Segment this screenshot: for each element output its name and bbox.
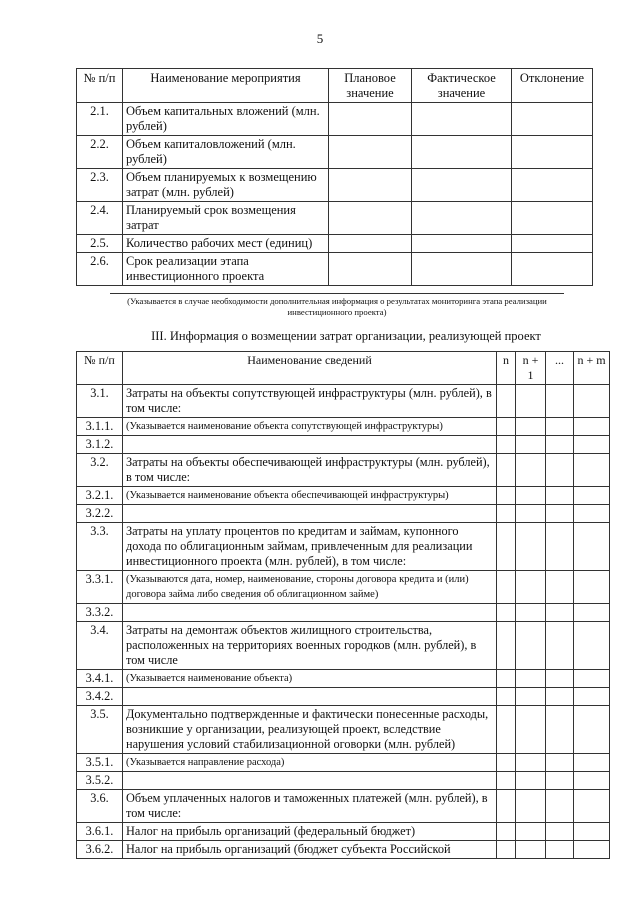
value-n-plus-m-cell[interactable] [574, 670, 610, 688]
table-row [77, 253, 593, 286]
value-n-cell[interactable] [497, 754, 516, 772]
table-row [77, 790, 610, 823]
value-n-plus-1-cell[interactable] [516, 622, 546, 670]
value-n-plus-1-cell[interactable] [516, 841, 546, 859]
value-ellipsis-cell[interactable] [546, 418, 574, 436]
actual-cell[interactable] [412, 136, 512, 169]
table-row [77, 103, 593, 136]
row-number: 3.3. [77, 523, 123, 571]
value-ellipsis-cell[interactable] [546, 841, 574, 859]
value-n-cell[interactable] [497, 706, 516, 754]
table-row [77, 385, 610, 418]
deviation-cell[interactable] [512, 253, 593, 286]
value-n-plus-1-cell[interactable] [516, 754, 546, 772]
value-n-cell[interactable] [497, 487, 516, 505]
col-header-n: n [497, 352, 516, 385]
table-row [77, 571, 610, 604]
table-row [77, 622, 610, 670]
value-ellipsis-cell[interactable] [546, 487, 574, 505]
value-n-cell[interactable] [497, 418, 516, 436]
value-ellipsis-cell[interactable] [546, 505, 574, 523]
row-name: Объем капитальных вложений (млн. рублей) [123, 103, 329, 136]
row-name: (Указывается наименование объекта) [123, 670, 497, 688]
row-number: 3.6.2. [77, 841, 123, 859]
value-n-cell[interactable] [497, 772, 516, 790]
value-n-plus-m-cell[interactable] [574, 418, 610, 436]
row-number: 3.6. [77, 790, 123, 823]
value-n-plus-1-cell[interactable] [516, 505, 546, 523]
actual-cell[interactable] [412, 202, 512, 235]
row-name: Объем уплаченных налогов и таможенных платежей (млн. рублей), в том числе: [123, 790, 497, 823]
value-n-plus-m-cell[interactable] [574, 505, 610, 523]
table-row [77, 754, 610, 772]
value-n-cell[interactable] [497, 790, 516, 823]
row-number: 2.6. [77, 253, 123, 286]
value-n-plus-m-cell[interactable] [574, 487, 610, 505]
value-n-plus-1-cell[interactable] [516, 436, 546, 454]
row-number: 2.2. [77, 136, 123, 169]
row-number: 3.2.2. [77, 505, 123, 523]
row-number: 3.1.1. [77, 418, 123, 436]
value-n-cell[interactable] [497, 670, 516, 688]
value-ellipsis-cell[interactable] [546, 823, 574, 841]
table-row [77, 235, 593, 253]
col-header-ellipsis: ... [546, 352, 574, 385]
row-name: Налог на прибыль организаций (федеральный бюджет) [123, 823, 497, 841]
deviation-cell[interactable] [512, 169, 593, 202]
value-n-plus-m-cell[interactable] [574, 754, 610, 772]
value-n-plus-1-cell[interactable] [516, 790, 546, 823]
value-ellipsis-cell[interactable] [546, 706, 574, 754]
planned-cell[interactable] [329, 202, 412, 235]
value-ellipsis-cell[interactable] [546, 454, 574, 487]
row-name: Затраты на объекты обеспечивающей инфраструктуры (млн. рублей), в том числе: [123, 454, 497, 487]
table-row [77, 454, 610, 487]
value-n-plus-1-cell[interactable] [516, 604, 546, 622]
value-n-plus-m-cell[interactable] [574, 772, 610, 790]
table-row [77, 505, 610, 523]
table-header-row [77, 69, 593, 103]
row-name: Объем капиталовложений (млн. рублей) [123, 136, 329, 169]
row-name: Документально подтвержденные и фактически понесенные расходы, возникшие у организации, реализующей проект, вследствие нарушения условий стабилизационной оговорки (млн. рублей) [123, 706, 497, 754]
actual-cell[interactable] [412, 235, 512, 253]
table-row [77, 688, 610, 706]
planned-cell[interactable] [329, 103, 412, 136]
activities-table [76, 68, 593, 286]
table-row [77, 823, 610, 841]
table-row [77, 418, 610, 436]
value-n-plus-m-cell[interactable] [574, 385, 610, 418]
planned-cell[interactable] [329, 136, 412, 169]
row-number: 3.4.2. [77, 688, 123, 706]
col-header-num: № п/п [77, 69, 123, 103]
value-n-plus-m-cell[interactable] [574, 823, 610, 841]
value-ellipsis-cell[interactable] [546, 385, 574, 418]
value-n-cell[interactable] [497, 823, 516, 841]
deviation-cell[interactable] [512, 136, 593, 169]
value-ellipsis-cell[interactable] [546, 571, 574, 604]
row-number: 2.4. [77, 202, 123, 235]
table-row [77, 169, 593, 202]
deviation-cell[interactable] [512, 202, 593, 235]
value-n-plus-1-cell[interactable] [516, 385, 546, 418]
col-header-n-plus-1: n + 1 [516, 352, 546, 385]
value-n-cell[interactable] [497, 604, 516, 622]
row-number: 3.2. [77, 454, 123, 487]
planned-cell[interactable] [329, 235, 412, 253]
value-n-plus-m-cell[interactable] [574, 571, 610, 604]
value-n-plus-1-cell[interactable] [516, 823, 546, 841]
value-n-cell[interactable] [497, 505, 516, 523]
value-n-cell[interactable] [497, 436, 516, 454]
actual-cell[interactable] [412, 253, 512, 286]
value-n-plus-1-cell[interactable] [516, 418, 546, 436]
value-n-plus-m-cell[interactable] [574, 454, 610, 487]
table-row [77, 487, 610, 505]
table-row [77, 841, 610, 859]
value-ellipsis-cell[interactable] [546, 436, 574, 454]
value-n-cell[interactable] [497, 688, 516, 706]
col-header-num: № п/п [77, 352, 123, 385]
footnote: (Указывается в случае необходимости дополнительная информация о результатах мониторинга этапа реализации инвестиционного проекта) [127, 296, 547, 317]
row-name: Затраты на уплату процентов по кредитам и займам, купонного дохода по облигационным займам, привлеченным для реализации инвестиционного проекта (млн. рублей), в том числе: [123, 523, 497, 571]
row-name: Срок реализации этапа инвестиционного проекта [123, 253, 329, 286]
col-header-actual: Фактическое значение [412, 69, 512, 103]
table-row [77, 706, 610, 754]
value-ellipsis-cell[interactable] [546, 790, 574, 823]
row-number: 3.1.2. [77, 436, 123, 454]
value-ellipsis-cell[interactable] [546, 772, 574, 790]
value-ellipsis-cell[interactable] [546, 622, 574, 670]
row-number: 2.1. [77, 103, 123, 136]
value-n-plus-m-cell[interactable] [574, 841, 610, 859]
planned-cell[interactable] [329, 169, 412, 202]
row-number: 3.4. [77, 622, 123, 670]
value-ellipsis-cell[interactable] [546, 670, 574, 688]
row-number: 3.1. [77, 385, 123, 418]
value-n-plus-1-cell[interactable] [516, 670, 546, 688]
row-name: (Указываются дата, номер, наименование, стороны договора кредита и (или) договора займа либо сведения об облигационном займе) [123, 571, 497, 604]
table-row [77, 136, 593, 169]
col-header-deviation: Отклонение [512, 69, 593, 103]
row-name: Планируемый срок возмещения затрат [123, 202, 329, 235]
value-n-plus-m-cell[interactable] [574, 790, 610, 823]
col-header-n-plus-m: n + m [574, 352, 610, 385]
value-n-plus-1-cell[interactable] [516, 688, 546, 706]
value-n-plus-m-cell[interactable] [574, 436, 610, 454]
value-n-plus-1-cell[interactable] [516, 571, 546, 604]
row-number: 3.4.1. [77, 670, 123, 688]
value-n-plus-m-cell[interactable] [574, 604, 610, 622]
table-row [77, 670, 610, 688]
row-number: 3.3.1. [77, 571, 123, 604]
row-name [123, 604, 497, 622]
row-name: (Указывается направление расхода) [123, 754, 497, 772]
value-ellipsis-cell[interactable] [546, 754, 574, 772]
value-n-plus-1-cell[interactable] [516, 706, 546, 754]
value-n-cell[interactable] [497, 622, 516, 670]
table-row [77, 436, 610, 454]
value-ellipsis-cell[interactable] [546, 688, 574, 706]
deviation-cell[interactable] [512, 103, 593, 136]
row-name [123, 772, 497, 790]
value-n-cell[interactable] [497, 385, 516, 418]
value-n-plus-1-cell[interactable] [516, 487, 546, 505]
row-number: 3.5. [77, 706, 123, 754]
row-number: 3.6.1. [77, 823, 123, 841]
row-name [123, 436, 497, 454]
row-name: Налог на прибыль организаций (бюджет субъекта Российской [123, 841, 497, 859]
value-n-plus-m-cell[interactable] [574, 706, 610, 754]
row-name: (Указывается наименование объекта обеспечивающей инфраструктуры) [123, 487, 497, 505]
value-n-cell[interactable] [497, 523, 516, 571]
value-n-plus-1-cell[interactable] [516, 523, 546, 571]
row-number: 2.3. [77, 169, 123, 202]
row-name [123, 505, 497, 523]
value-n-cell[interactable] [497, 571, 516, 604]
row-number: 3.5.2. [77, 772, 123, 790]
row-name: Затраты на объекты сопутствующей инфраструктуры (млн. рублей), в том числе: [123, 385, 497, 418]
table-row [77, 772, 610, 790]
value-n-plus-1-cell[interactable] [516, 772, 546, 790]
value-ellipsis-cell[interactable] [546, 523, 574, 571]
value-ellipsis-cell[interactable] [546, 604, 574, 622]
value-n-cell[interactable] [497, 454, 516, 487]
row-number: 3.2.1. [77, 487, 123, 505]
row-number: 3.3.2. [77, 604, 123, 622]
section-title: III. Информация о возмещении затрат организации, реализующей проект [151, 329, 541, 343]
table-header-row [77, 352, 610, 385]
row-name [123, 688, 497, 706]
table-row [77, 523, 610, 571]
row-name: (Указывается наименование объекта сопутствующей инфраструктуры) [123, 418, 497, 436]
value-n-cell[interactable] [497, 841, 516, 859]
cost-reimbursement-table [76, 351, 610, 859]
actual-cell[interactable] [412, 103, 512, 136]
row-name: Объем планируемых к возмещению затрат (млн. рублей) [123, 169, 329, 202]
planned-cell[interactable] [329, 253, 412, 286]
col-header-planned: Плановое значение [329, 69, 412, 103]
value-n-plus-1-cell[interactable] [516, 454, 546, 487]
col-header-activity: Наименование мероприятия [123, 69, 329, 103]
value-n-plus-m-cell[interactable] [574, 622, 610, 670]
page-number: 5 [316, 31, 324, 46]
col-header-info: Наименование сведений [123, 352, 497, 385]
footnote-divider [110, 293, 564, 294]
deviation-cell[interactable] [512, 235, 593, 253]
table-row [77, 604, 610, 622]
row-name: Количество рабочих мест (единиц) [123, 235, 329, 253]
table-row [77, 202, 593, 235]
value-n-plus-m-cell[interactable] [574, 688, 610, 706]
row-number: 3.5.1. [77, 754, 123, 772]
row-name: Затраты на демонтаж объектов жилищного строительства, расположенных на территориях военных городков (млн. рублей), в том числе [123, 622, 497, 670]
row-number: 2.5. [77, 235, 123, 253]
value-n-plus-m-cell[interactable] [574, 523, 610, 571]
actual-cell[interactable] [412, 169, 512, 202]
